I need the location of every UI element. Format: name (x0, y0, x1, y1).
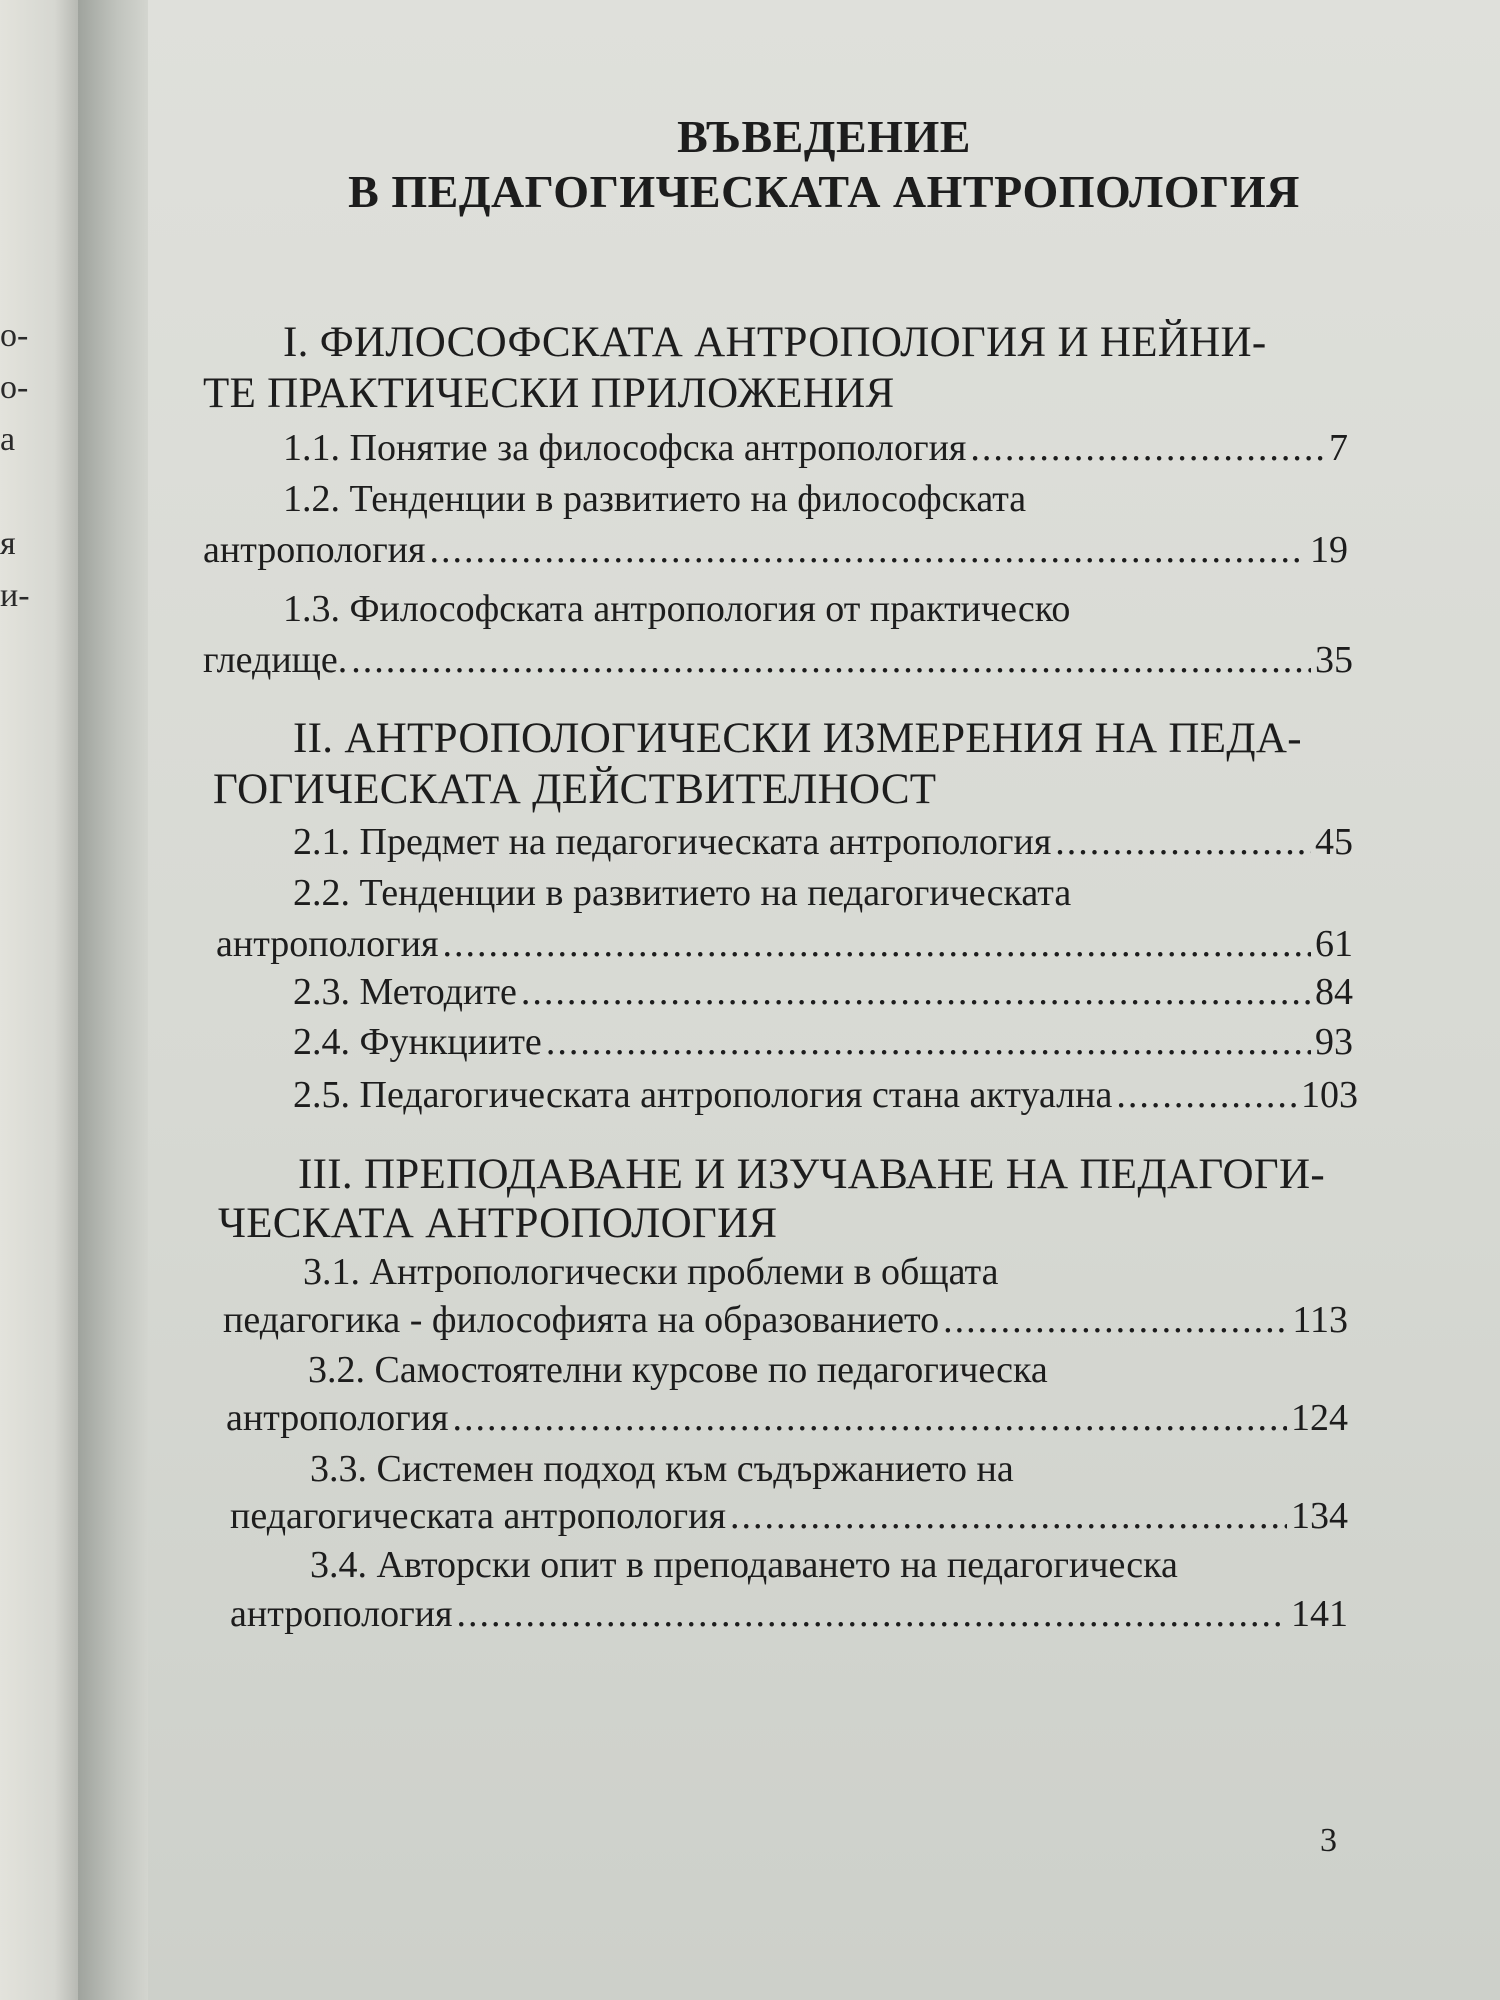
toc-entry-3-2-line-1: 3.2. Самостоятелни курсове по педагогическа (308, 1349, 1048, 1391)
toc-entry-1-1[interactable] (283, 426, 1348, 470)
toc-page-number: 45 (1315, 821, 1353, 863)
leader-dots (521, 970, 1311, 1014)
toc-entry-label: антропология (226, 1397, 449, 1439)
toc-entry-3-4[interactable] (230, 1592, 1348, 1636)
leader-dots (351, 638, 1311, 682)
toc-page-number: 134 (1291, 1495, 1348, 1537)
leader-dots (943, 1298, 1288, 1342)
toc-page-number: 113 (1292, 1299, 1348, 1341)
toc-page-number: 93 (1315, 1021, 1353, 1063)
toc-entry-label: антропология (216, 923, 439, 965)
book-gutter (78, 0, 148, 2000)
toc-entry-label: 1.1. Понятие за философска антропология (283, 427, 967, 469)
page-number: 3 (1320, 1822, 1337, 1859)
toc-entry-label: 2.5. Педагогическата антропология стана актуална (293, 1074, 1113, 1116)
toc-page-number: 19 (1310, 529, 1348, 571)
leader-dots (452, 1396, 1287, 1440)
toc-entry-2-3[interactable] (293, 970, 1353, 1014)
toc-entry-1-3-line-1: 1.3. Философската антропология от практическо (283, 588, 1071, 630)
toc-entry-1-3[interactable] (203, 638, 1353, 682)
facing-page-text-fragments (0, 310, 30, 622)
facing-page-edge (0, 0, 78, 2000)
toc-entry-3-1-line-1: 3.1. Антропологически проблеми в общата (303, 1251, 999, 1293)
toc-entry-3-1[interactable] (223, 1298, 1348, 1342)
toc-entry-2-2[interactable] (216, 922, 1353, 966)
toc-entry-2-5[interactable] (293, 1073, 1358, 1117)
toc-entry-2-1[interactable] (293, 820, 1353, 864)
leader-dots (1116, 1073, 1297, 1117)
section-3-heading-line-1: III. ПРЕПОДАВАНЕ И ИЗУЧАВАНЕ НА ПЕДАГОГИ- (298, 1151, 1325, 1198)
toc-entry-label: педагогическата антропология (230, 1495, 726, 1537)
toc-entry-3-4-line-1: 3.4. Авторски опит в преподаването на педагогическа (310, 1544, 1178, 1586)
toc-page-number: 103 (1301, 1074, 1358, 1116)
toc-page-number: 7 (1329, 427, 1348, 469)
section-2-heading-line-1: II. АНТРОПОЛОГИЧЕСКИ ИЗМЕРЕНИЯ НА ПЕДА- (293, 715, 1302, 762)
toc-entry-label: антропология (203, 529, 426, 571)
toc-entry-1-2[interactable] (203, 528, 1348, 572)
leader-dots (1055, 820, 1311, 864)
toc-page-number: 35 (1315, 639, 1353, 681)
toc-entry-label: 2.4. Функциите (293, 1021, 542, 1063)
toc-entry-label: педагогика - философията на образованието (223, 1299, 940, 1341)
fragment: о- (0, 369, 29, 406)
fragment (0, 466, 30, 518)
toc-entry-3-3-line-1: 3.3. Системен подход към съдържанието на (310, 1448, 1014, 1490)
section-3-heading-line-2: ЧЕСКАТА АНТРОПОЛОГИЯ (218, 1200, 778, 1247)
toc-entry-1-2-line-1: 1.2. Тенденции в развитието на философската (283, 478, 1027, 520)
leader-dots (456, 1592, 1287, 1636)
fragment: и- (0, 577, 30, 614)
fragment: а (0, 421, 16, 458)
section-1-heading-line-1: I. ФИЛОСОФСКАТА АНТРОПОЛОГИЯ И НЕЙНИ- (283, 319, 1267, 366)
leader-dots (546, 1020, 1311, 1064)
fragment: я (0, 525, 16, 562)
contents-page (148, 0, 1500, 2000)
toc-entry-label: 2.1. Предмет на педагогическата антропология (293, 821, 1052, 863)
toc-entry-2-2-line-1: 2.2. Тенденции в развитието на педагогическата (293, 872, 1072, 914)
leader-dots (970, 426, 1325, 470)
toc-entry-label: антропология (230, 1593, 453, 1635)
leader-dots (730, 1494, 1287, 1538)
page-title-line-1: ВЪВЕДЕНИЕ (677, 111, 971, 162)
toc-page-number: 141 (1291, 1593, 1348, 1635)
toc-entry-2-4[interactable] (293, 1020, 1353, 1064)
fragment: о- (0, 317, 29, 354)
toc-entry-3-3[interactable] (230, 1494, 1348, 1538)
leader-dots (429, 528, 1306, 572)
section-2-heading-line-2: ГОГИЧЕСКАТА ДЕЙСТВИТЕЛНОСТ (213, 766, 937, 813)
section-1-heading-line-2: ТЕ ПРАКТИЧЕСКИ ПРИЛОЖЕНИЯ (203, 370, 895, 417)
toc-entry-label: 2.3. Методите (293, 971, 517, 1013)
toc-page-number: 84 (1315, 971, 1353, 1013)
toc-entry-3-2[interactable] (226, 1396, 1348, 1440)
page-title-line-2: В ПЕДАГОГИЧЕСКАТА АНТРОПОЛОГИЯ (348, 166, 1300, 217)
leader-dots (442, 922, 1311, 966)
toc-entry-label: гледище. (203, 639, 348, 681)
toc-page-number: 61 (1315, 923, 1353, 965)
toc-page-number: 124 (1291, 1397, 1348, 1439)
